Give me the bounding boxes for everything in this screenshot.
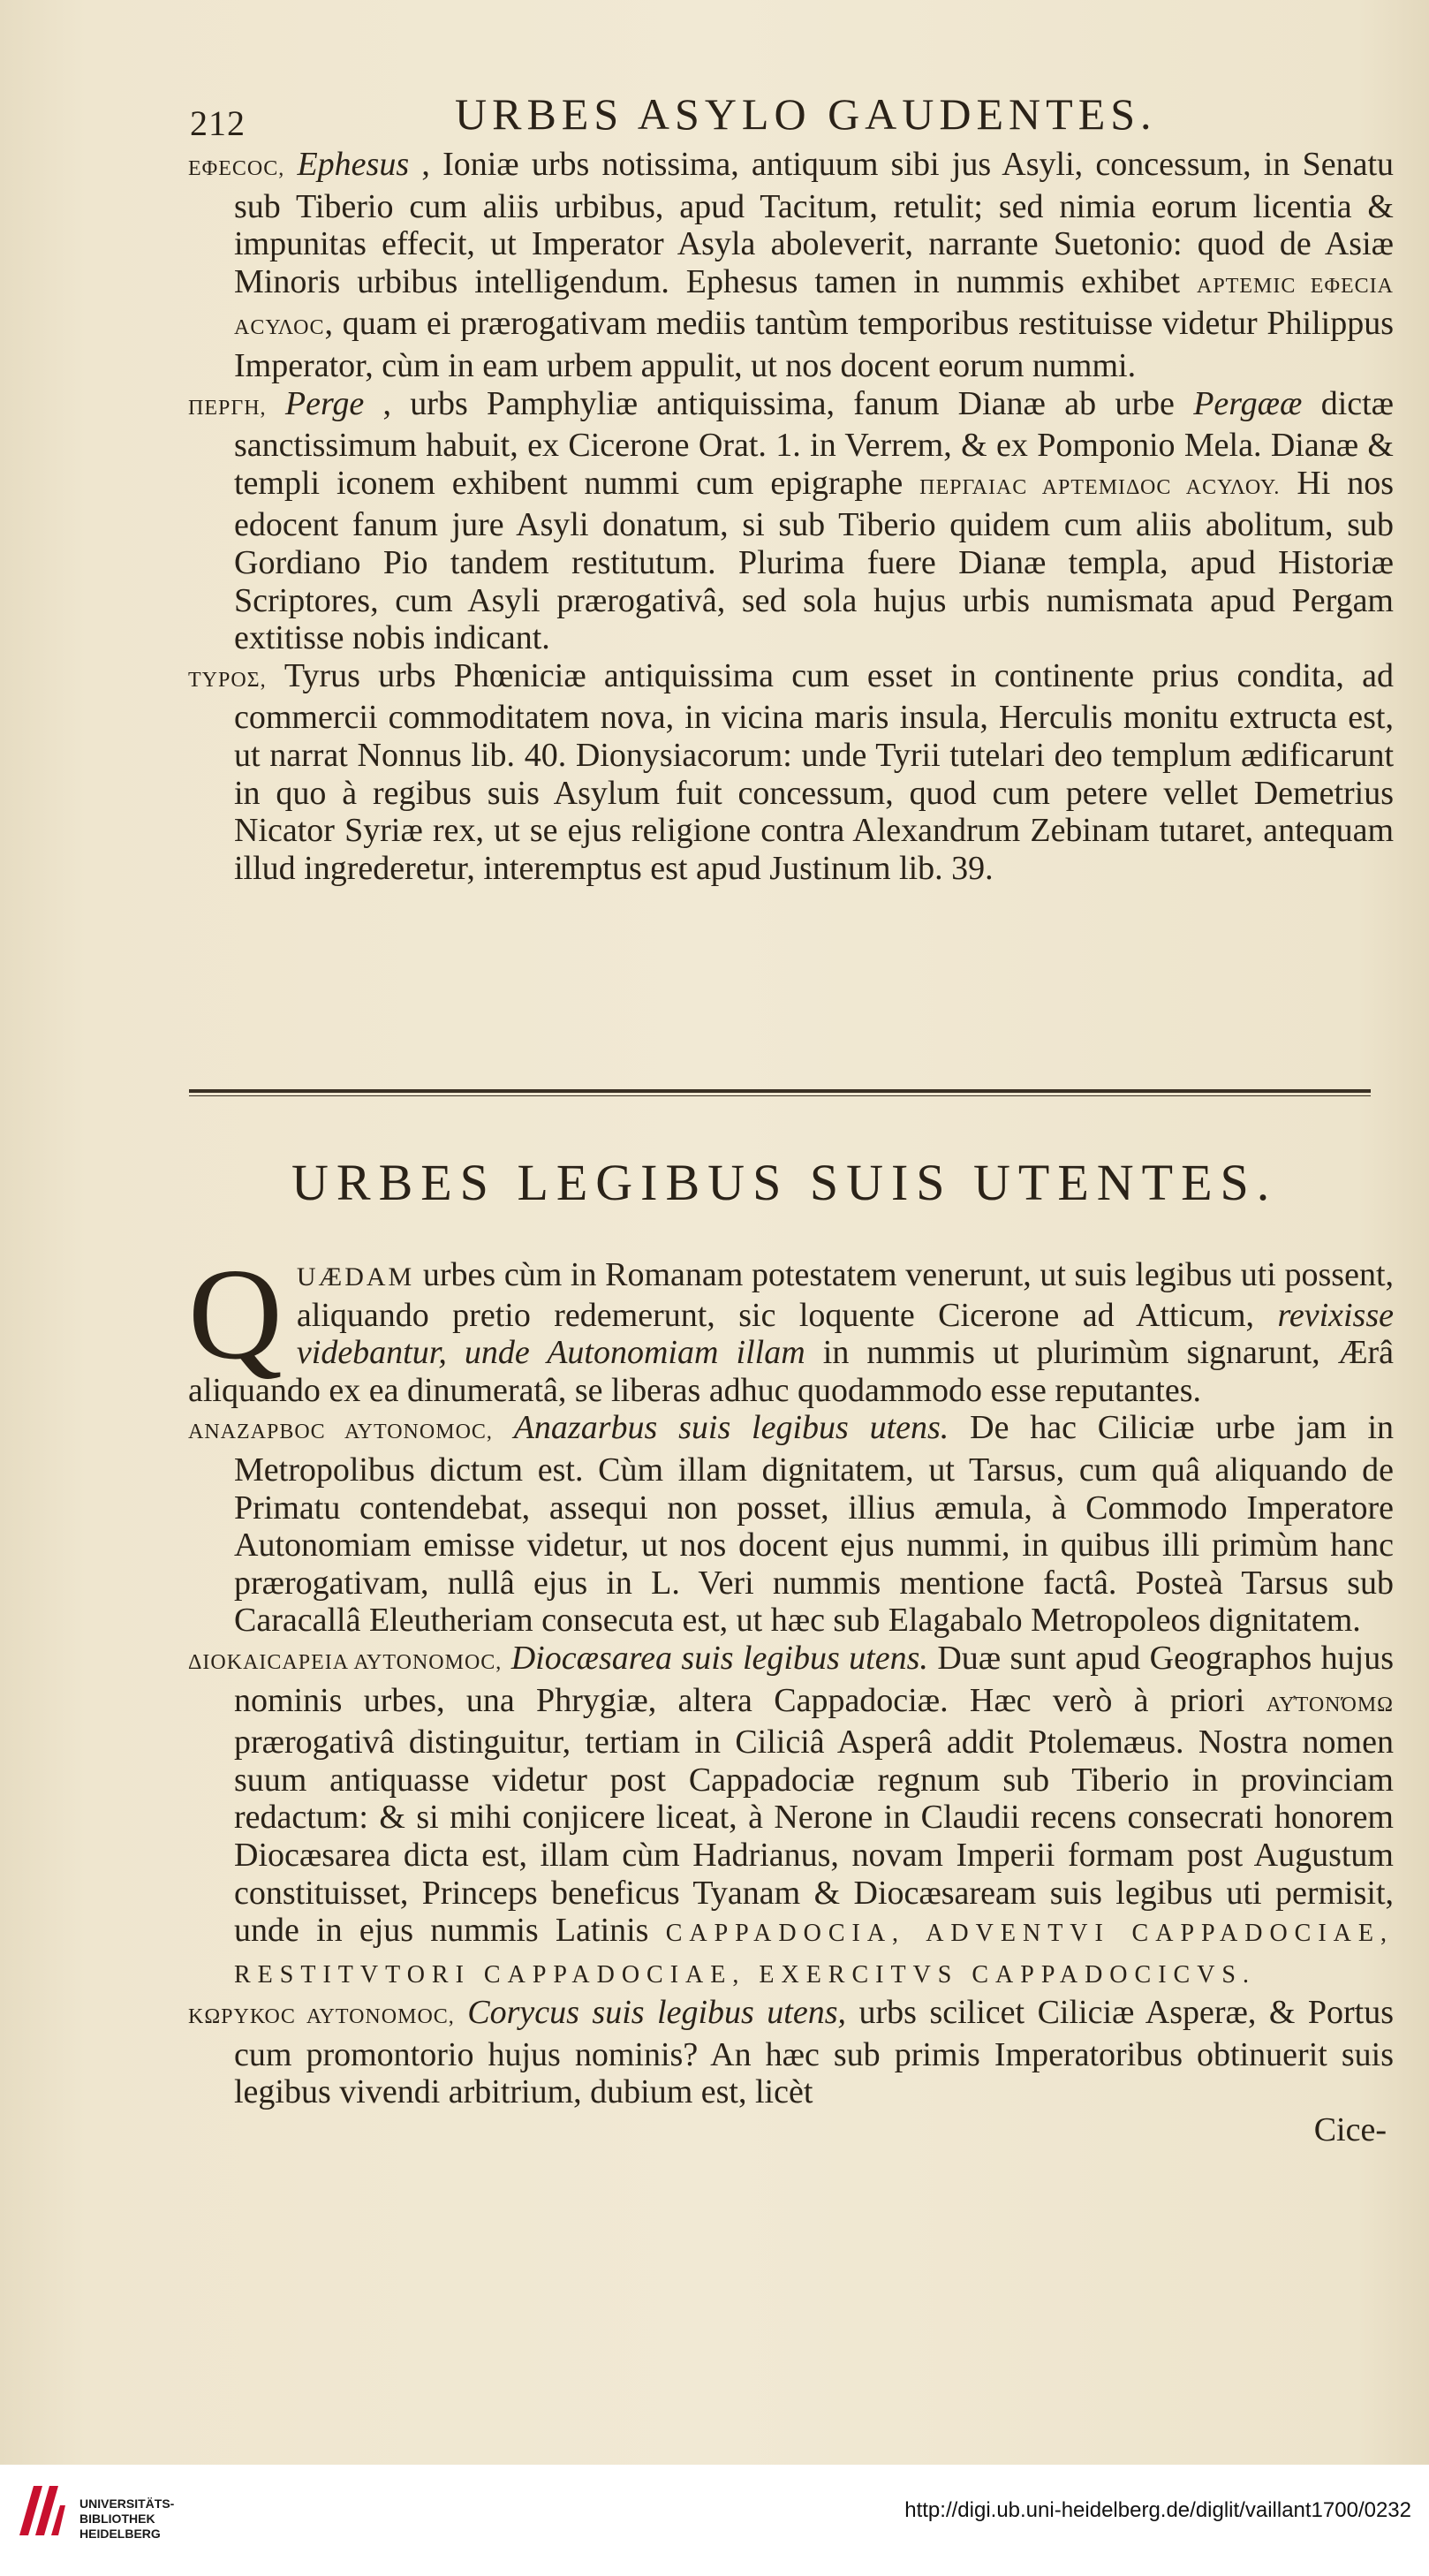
page-number: 212	[190, 103, 246, 143]
section-divider	[189, 1089, 1371, 1093]
city-name: Corycus suis legibus utens,	[467, 1994, 847, 2032]
entry-perge	[188, 385, 1394, 657]
entry-text: Duæ sunt apud Geographos hujus nominis urbes, una Phrygiæ, altera Cappadociæ. Hæc verò à priori	[234, 1639, 1395, 1719]
library-name: UNIVERSITÄTS- BIBLIOTHEK HEIDELBERG	[79, 2496, 175, 2541]
entry-text: Tyrus urbs Phœniciæ antiquissima cum esset in continente prius condita, ad commercii commoditatem nova, in vicina maris insula, Herculis monitu extructa est, ut narrat Nonnus lib. 40. Dionysiacorum: unde Tyrii tutelari deo templum ædificarunt in quo à regibus suis Asylum fuit concessum, quod cum petere vellet Demetrius Nicator Syriæ rex, ut se ejus religione contra Alexandrum Zebinam tutaret, antequam illud ingrederetur, interemptus est apud Justinum lib. 39.	[234, 656, 1394, 887]
section-title: URBES LEGIBUS SUIS UTENTES.	[291, 1154, 1278, 1211]
greek-inscription: ΠΕΡΓΑΙΑC ΑΡΤΕΜΙΔΟC ΑCΥΛΟΥ.	[919, 475, 1281, 499]
viewer-footer	[0, 2465, 1429, 2576]
greek-heading: ΑΝΑΖΑΡΒΟC ΑΥΤΟΝΟΜΟC,	[188, 1421, 493, 1444]
greek-heading: ΠΕΡΓΗ,	[188, 396, 267, 420]
city-name: Anazarbus suis legibus utens.	[513, 1409, 949, 1447]
section-autonomous-cities	[188, 1242, 1395, 2149]
greek-inscription: ΑΡΤΕΜΙC ΕΦΕCΙΑ ΑCΥΛΟC	[234, 274, 1394, 340]
running-title: URBES ASYLO GAUDENTES.	[455, 89, 1157, 139]
greek-heading: ΔΙΟΚΑΙCΑΡΕΙΑ ΑΥΤΟΝΟΜΟC,	[188, 1650, 503, 1674]
entry-text: dictæ sanctissimum habuit, ex Cicerone Orat. 1. in Verrem, & ex Pomponio Mela. Dianæ & templi iconem exhibent nummi cum epigraphe	[234, 384, 1395, 502]
intro-paragraph	[188, 1242, 1395, 1409]
city-name: Perge	[284, 384, 365, 422]
section-asylum-cities	[188, 146, 1394, 887]
intro-text: urbes cùm in Romanam potestatem venerunt, ut suis legibus uti possent, aliquando pretio redemerunt, sic loquente Cicerone ad Atticum,	[296, 1256, 1395, 1334]
catchword: Cice-	[1313, 2111, 1387, 2149]
greek-inline: ΑΥ̓ΤΟΝΌΜΩ	[1266, 1693, 1394, 1716]
greek-heading: ΤΥΡΟΣ,	[188, 668, 267, 692]
entry-corycus	[188, 1994, 1394, 2111]
intro-smallcaps: UÆDAM	[296, 1262, 415, 1292]
library-logo-icon	[16, 2482, 67, 2539]
greek-heading: ΚΩΡΥΚΟC ΑΥΤΟΝΟΜΟC,	[188, 2005, 455, 2029]
entry-text: urbs scilicet Ciliciæ Asperæ, & Portus cum promontorio hujus nominis? An hæc sub primis Imperatoribus obtinuerit suis legibus vivendi arbitrium, dubium est, licèt	[234, 1994, 1395, 2111]
entry-text: prærogativâ distinguitur, tertiam in Ciliciâ Asperâ addit Ptolemæus. Nostra nomen suum antiquasse videtur post Cappadociæ regnum sub Tiberio in provinciam redactum: & si mihi conjicere liceat, à Nerone in Claudii recens consecrati honorem Diocæsarea dicta est, illam cùm Hadrianus, novam Imperii formam post Augustum constituisset, Princeps beneficus Tyanam & Diocæsaream suis legibus uti permisit, unde in ejus nummis Latinis	[234, 1724, 1394, 1950]
entry-anazarbus	[188, 1409, 1394, 1640]
entry-ephesus	[188, 146, 1394, 385]
latin-inscription: CAPPADOCIA, ADVENTVI CAPPADOCIAE, RESTITVTORI CAPPADOCIAE, EXERCITVS CAPPADOCICVS.	[234, 1920, 1395, 1989]
intro-italic: revixisse videbantur, unde Autonomiam illam	[296, 1296, 1395, 1372]
entry-text: , urbs Pamphyliæ antiquissima, fanum Dianæ ab urbe	[382, 384, 1175, 422]
city-name: Ephesus	[297, 146, 410, 183]
section-divider-thin	[189, 1095, 1371, 1096]
greek-heading: ΕΦΕCΟC,	[188, 157, 285, 180]
entry-text: Hi nos edocent fanum jure Asyli donatum, si sub Tiberio quidem cum aliis abolitum, sub Gordiano Pio tandem restitutum. Plurima fuere Dianæ templa, apud Historiæ Scriptores, cum Asyli prærogativâ, sed sola hujus urbis numismata apud Pergam extitisse nobis indicant.	[234, 464, 1395, 657]
city-name: Pergææ	[1193, 384, 1303, 422]
permalink[interactable]: http://digi.ub.uni-heidelberg.de/diglit/vaillant1700/0232	[904, 2498, 1411, 2522]
intro-text: in nummis ut plurimùm signarunt, Ærâ aliquando ex ea dinumeratâ, se liberas adhuc quodammodo esse reputantes.	[188, 1334, 1394, 1409]
drop-cap: Q	[188, 1242, 283, 1387]
entry-diocaesarea	[188, 1640, 1394, 1994]
entry-text: , quam ei prærogativam mediis tantùm temporibus restituisse videtur Philippus Imperator, cùm in eam urbem appulit, ut nos docent eorum nummi.	[234, 305, 1394, 384]
entry-text: , Ioniæ urbs notissima, antiquum sibi jus Asyli, concessum, in Senatu sub Tiberio cum aliis urbibus, apud Tacitum, retulit; sed nimia eorum licentia & impunitas effecit, ut Imperator Asyla aboleverit, narrante Suetonio: quod de Asiæ Minoris urbibus intelligendum. Ephesus tamen in nummis exhibet	[234, 146, 1395, 300]
city-name: Diocæsarea suis legibus utens.	[510, 1639, 928, 1677]
entry-text: De hac Ciliciæ urbe jam in Metropolibus dictum est. Cùm illam dignitatem, ut Tarsus, cum quâ aliquando de Primatu contendebat, assequi non posset, illius æmula, à Commodo Imperatore Autonomiam emisse videtur, ut nos docent ejus nummi, in quibus illi primùm hanc prærogativam, nullâ ejus in L. Veri nummis mentione factâ. Posteà Tarsus sub Caracallâ Eleutheriam consecuta est, ut hæc sub Elagabalo Metropoleos dignitatem.	[234, 1409, 1395, 1640]
page-header	[190, 88, 1391, 141]
entry-tyrus	[188, 657, 1394, 888]
